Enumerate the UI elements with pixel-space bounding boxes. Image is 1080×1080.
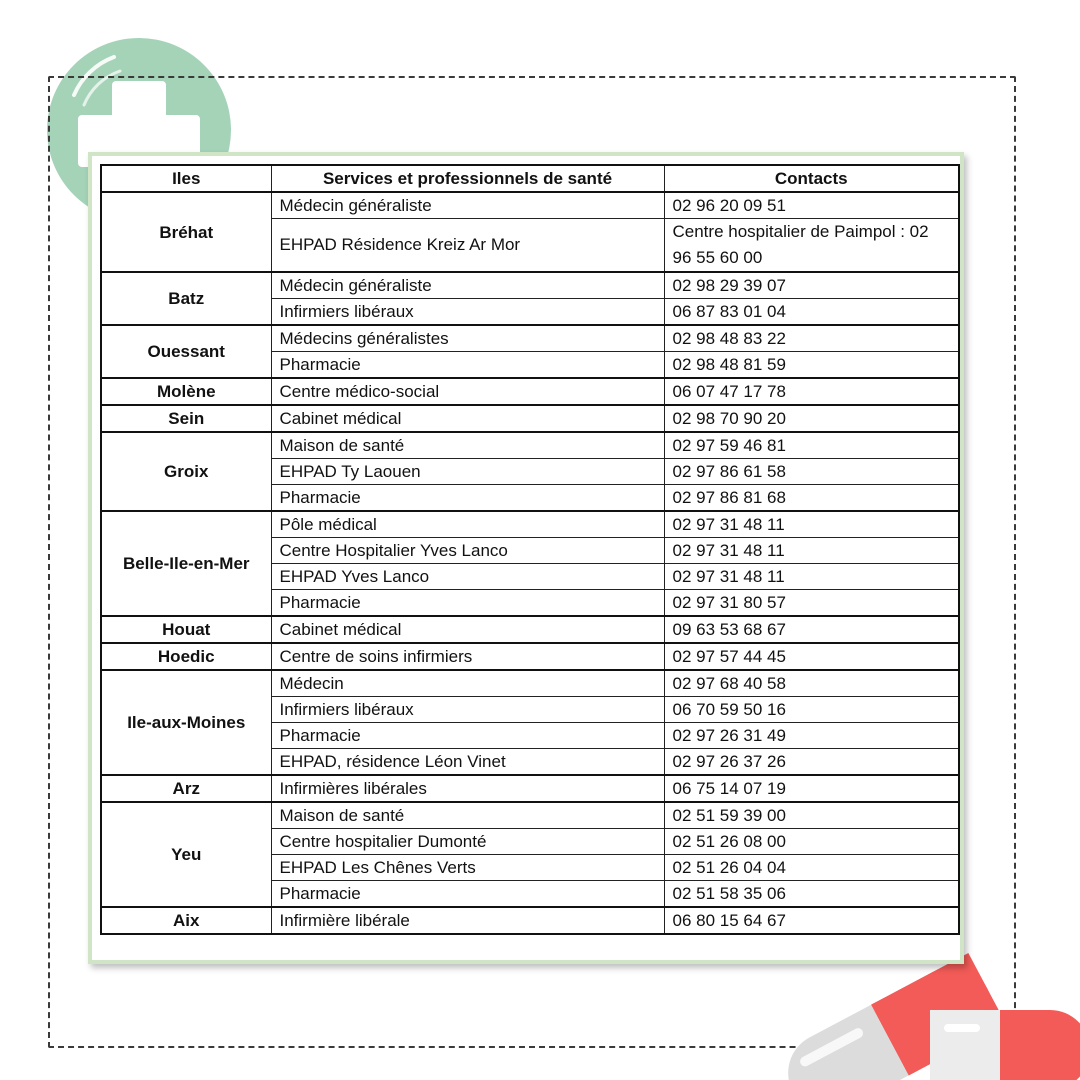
contact-phone: 02 98 48 81 59: [664, 352, 959, 379]
contact-phone: 02 97 59 46 81: [664, 432, 959, 459]
table-row: [101, 432, 959, 459]
contact-phone: 02 96 20 09 51: [664, 192, 959, 219]
table-body: [101, 192, 959, 934]
island-name: Houat: [101, 616, 271, 643]
island-name: Belle-Ile-en-Mer: [101, 511, 271, 616]
service-name: Infirmière libérale: [271, 907, 664, 934]
service-name: Cabinet médical: [271, 405, 664, 432]
table-row: [101, 405, 959, 432]
contact-phone: 02 97 86 81 68: [664, 485, 959, 512]
service-name: Infirmiers libéraux: [271, 697, 664, 723]
service-name: Médecin généraliste: [271, 192, 664, 219]
service-name: Médecins généralistes: [271, 325, 664, 352]
contact-phone: 02 98 29 39 07: [664, 272, 959, 299]
contact-phone: 09 63 53 68 67: [664, 616, 959, 643]
table-row: [101, 272, 959, 299]
contact-phone: 02 97 86 61 58: [664, 459, 959, 485]
table-row: [101, 325, 959, 352]
health-services-table: [100, 164, 960, 935]
island-name: Ile-aux-Moines: [101, 670, 271, 775]
island-name: Aix: [101, 907, 271, 934]
header-contacts: Contacts: [664, 165, 959, 192]
contact-phone: Centre hospitalier de Paimpol : 02 96 55 60 00: [664, 219, 959, 273]
island-name: Batz: [101, 272, 271, 325]
table-row: [101, 378, 959, 405]
table-row: [101, 670, 959, 697]
contact-phone: 06 75 14 07 19: [664, 775, 959, 802]
contact-phone: 02 51 58 35 06: [664, 881, 959, 908]
service-name: Infirmières libérales: [271, 775, 664, 802]
contact-phone: 02 98 70 90 20: [664, 405, 959, 432]
service-name: EHPAD Résidence Kreiz Ar Mor: [271, 219, 664, 273]
health-services-table-card: [88, 152, 964, 964]
service-name: EHPAD Ty Laouen: [271, 459, 664, 485]
contact-phone: 02 97 26 37 26: [664, 749, 959, 776]
service-name: EHPAD, résidence Léon Vinet: [271, 749, 664, 776]
table-row: [101, 511, 959, 538]
contact-phone: 02 51 26 08 00: [664, 829, 959, 855]
island-name: Yeu: [101, 802, 271, 907]
table-row: [101, 616, 959, 643]
service-name: Pharmacie: [271, 352, 664, 379]
service-name: Pharmacie: [271, 590, 664, 617]
service-name: EHPAD Les Chênes Verts: [271, 855, 664, 881]
service-name: Pôle médical: [271, 511, 664, 538]
island-name: Arz: [101, 775, 271, 802]
table-header-row: [101, 165, 959, 192]
service-name: Centre médico-social: [271, 378, 664, 405]
contact-phone: 06 87 83 01 04: [664, 299, 959, 326]
table-row: [101, 907, 959, 934]
contact-phone: 06 80 15 64 67: [664, 907, 959, 934]
table-row: [101, 802, 959, 829]
island-name: Molène: [101, 378, 271, 405]
service-name: Centre Hospitalier Yves Lanco: [271, 538, 664, 564]
service-name: Médecin: [271, 670, 664, 697]
island-name: Groix: [101, 432, 271, 511]
service-name: Pharmacie: [271, 485, 664, 512]
service-name: Médecin généraliste: [271, 272, 664, 299]
service-name: Centre de soins infirmiers: [271, 643, 664, 670]
contact-phone: 06 70 59 50 16: [664, 697, 959, 723]
header-services: Services et professionnels de santé: [271, 165, 664, 192]
contact-phone: 02 98 48 83 22: [664, 325, 959, 352]
contact-phone: 02 51 59 39 00: [664, 802, 959, 829]
service-name: Pharmacie: [271, 723, 664, 749]
service-name: Maison de santé: [271, 802, 664, 829]
table-row: [101, 775, 959, 802]
service-name: Centre hospitalier Dumonté: [271, 829, 664, 855]
contact-phone: 02 97 31 48 11: [664, 511, 959, 538]
contact-phone: 02 97 31 48 11: [664, 538, 959, 564]
contact-phone: 02 97 57 44 45: [664, 643, 959, 670]
service-name: Maison de santé: [271, 432, 664, 459]
contact-phone: 02 51 26 04 04: [664, 855, 959, 881]
contact-phone: 02 97 31 48 11: [664, 564, 959, 590]
contact-phone: 02 97 31 80 57: [664, 590, 959, 617]
service-name: Cabinet médical: [271, 616, 664, 643]
table-row: [101, 643, 959, 670]
island-name: Sein: [101, 405, 271, 432]
contact-phone: 02 97 26 31 49: [664, 723, 959, 749]
header-islands: Iles: [101, 165, 271, 192]
contact-phone: 02 97 68 40 58: [664, 670, 959, 697]
contact-phone: 06 07 47 17 78: [664, 378, 959, 405]
island-name: Bréhat: [101, 192, 271, 272]
island-name: Ouessant: [101, 325, 271, 378]
table-row: [101, 192, 959, 219]
island-name: Hoedic: [101, 643, 271, 670]
service-name: Infirmiers libéraux: [271, 299, 664, 326]
service-name: EHPAD Yves Lanco: [271, 564, 664, 590]
service-name: Pharmacie: [271, 881, 664, 908]
